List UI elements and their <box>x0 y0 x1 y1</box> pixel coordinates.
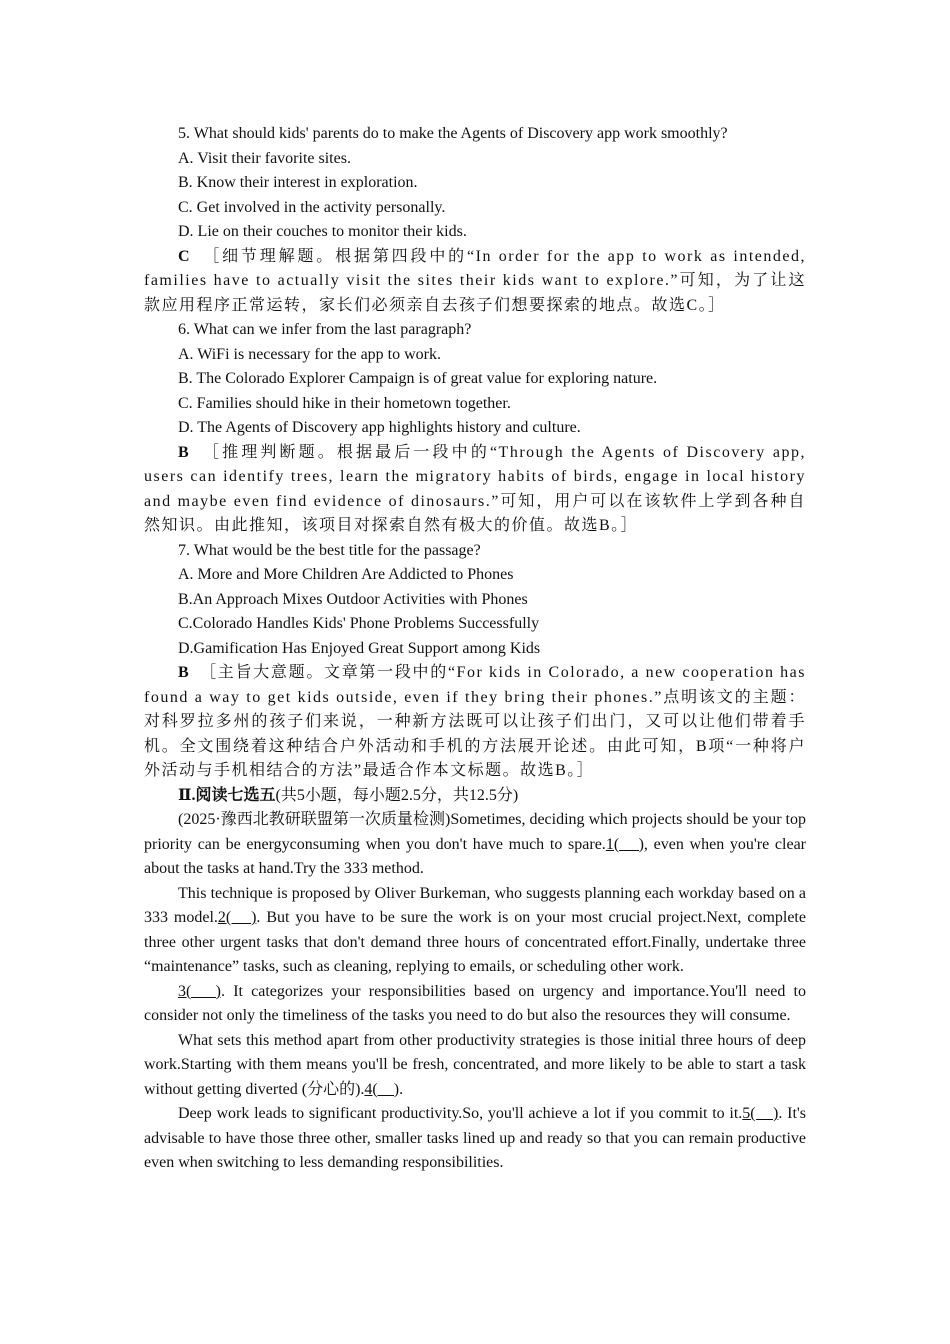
paragraph-1-text-a: Sometimes, deciding which projects should be your top priority can be energyconsuming when you don't have much to spare. <box>144 811 806 853</box>
q7-explanation <box>144 661 806 784</box>
q6-option-a: A. WiFi is necessary for the app to work. <box>178 345 442 363</box>
q7-option-d: D.Gamification Has Enjoyed Great Support among Kids <box>178 639 541 657</box>
paragraph-3-text: . It categorizes your responsibilities based on urgency and importance.You'll need to consider not only the timeliness of the tasks you need to do but also the resources they will consume. <box>144 982 806 1024</box>
blank-1: 1( ), <box>605 835 648 853</box>
passage-paragraph-5 <box>144 1102 806 1176</box>
blank-2: 2( ) <box>217 909 257 926</box>
q5-explanation <box>144 245 806 319</box>
document-page <box>144 122 806 1176</box>
section-title: Ⅱ.阅读七选五 <box>178 786 276 804</box>
paragraph-4-text-a: What sets this method apart from other productivity strategies is those initial three hours of deep work.Starting with them means you'll be fresh, concentrated, and more likely to be able to start a task without getting diverted (分心的). <box>144 1031 806 1098</box>
section-scoring-note: (共5小题，每小题2.5分，共12.5分) <box>275 786 519 804</box>
passage-source: (2025·豫西北教研联盟第一次质量检测) <box>178 811 451 828</box>
q7-answer: B <box>178 664 191 681</box>
section-heading <box>144 784 806 809</box>
q5-stem: 5. What should kids' parents do to make the Agents of Discovery app work smoothly? <box>178 125 728 142</box>
q5-option-c: C. Get involved in the activity personally. <box>178 198 446 216</box>
q6-option-c: C. Families should hike in their hometown together. <box>178 394 511 412</box>
q7-option-b: B.An Approach Mixes Outdoor Activities with Phones <box>178 590 528 608</box>
paragraph-1-text-b: even when you're clear about the tasks at hand.Try the 333 method. <box>144 835 806 877</box>
q7-stem: 7. What would be the best title for the passage? <box>178 541 481 559</box>
q5-option-b: B. Know their interest in exploration. <box>178 174 418 191</box>
paragraph-2-text-a: This technique is proposed by Oliver Burkeman, who suggests planning each workday based on a 333 model. <box>144 884 806 926</box>
blank-5: 5( ) <box>742 1105 779 1122</box>
passage-paragraph-4 <box>144 1029 806 1103</box>
passage-paragraph-1 <box>144 808 806 882</box>
q7-option-a: A. More and More Children Are Addicted to Phones <box>178 566 514 583</box>
blank-4: 4( ) <box>364 1080 400 1098</box>
q6-option-d: D. The Agents of Discovery app highlights history and culture. <box>178 419 581 436</box>
q6-answer: B <box>178 443 191 461</box>
q5-option-a: A. Visit their favorite sites. <box>178 149 351 167</box>
q6-stem: 6. What can we infer from the last paragraph? <box>178 321 472 338</box>
q5-explanation-text: ［细节理解题。根据第四段中的“In order for the app to work as intended, families have to actually visit the sites their kids want to explore.”可知，为了让这款应用程序正常运转，家长们必须亲自去孩子们想要探索的地点。故选C。］ <box>144 247 806 314</box>
q6-explanation <box>144 441 806 539</box>
q5-option-d: D. Lie on their couches to monitor their kids. <box>178 223 467 240</box>
q6-explanation-text: ［推理判断题。根据最后一段中的“Through the Agents of Discovery app, users can identify trees, learn the migratory habits of birds, engage in local history and maybe even find evidence of dinosaurs.”可知，用户可以在该软件上学到各种自然知识。由此推知，该项目对探索自然有极大的价值。故选B。］ <box>144 443 806 534</box>
q7-option-c: C.Colorado Handles Kids' Phone Problems Successfully <box>178 615 540 632</box>
paragraph-2-text-b: . But you have to be sure the work is on your most crucial project.Next, complete three other urgent tasks that don't demand three hours of concentrated effort.Finally, undertake three “maintenance” tasks, such as cleaning, replying to emails, or scheduling other work. <box>144 909 806 975</box>
q6-option-b: B. The Colorado Explorer Campaign is of great value for exploring nature. <box>178 370 658 387</box>
q5-answer: C <box>178 247 192 265</box>
paragraph-4-text-b: . <box>399 1080 404 1098</box>
passage-paragraph-3 <box>144 980 806 1029</box>
passage-paragraph-2 <box>144 882 806 980</box>
blank-3: 3( ) <box>178 982 222 1000</box>
paragraph-5-text-b: . It's advisable to have those three other, smaller tasks lined up and ready so that you can remain productive even when switching to less demanding responsibilities. <box>144 1105 806 1171</box>
paragraph-5-text-a: Deep work leads to significant productivity.So, you'll achieve a lot if you commit to it. <box>178 1105 743 1122</box>
q7-explanation-text: ［主旨大意题。文章第一段中的“For kids in Colorado, a new cooperation has found a way to get kids outside, even if they bring their phones.”点明该文的主题：对科罗拉多州的孩子们来说，一种新方法既可以让孩子们出门，又可以让他们带着手机。全文围绕着这种结合户外活动和手机的方法展开论述。由此可知，B项“一种将户外活动与手机相结合的方法”最适合作本文标题。故选B。］ <box>144 664 806 779</box>
